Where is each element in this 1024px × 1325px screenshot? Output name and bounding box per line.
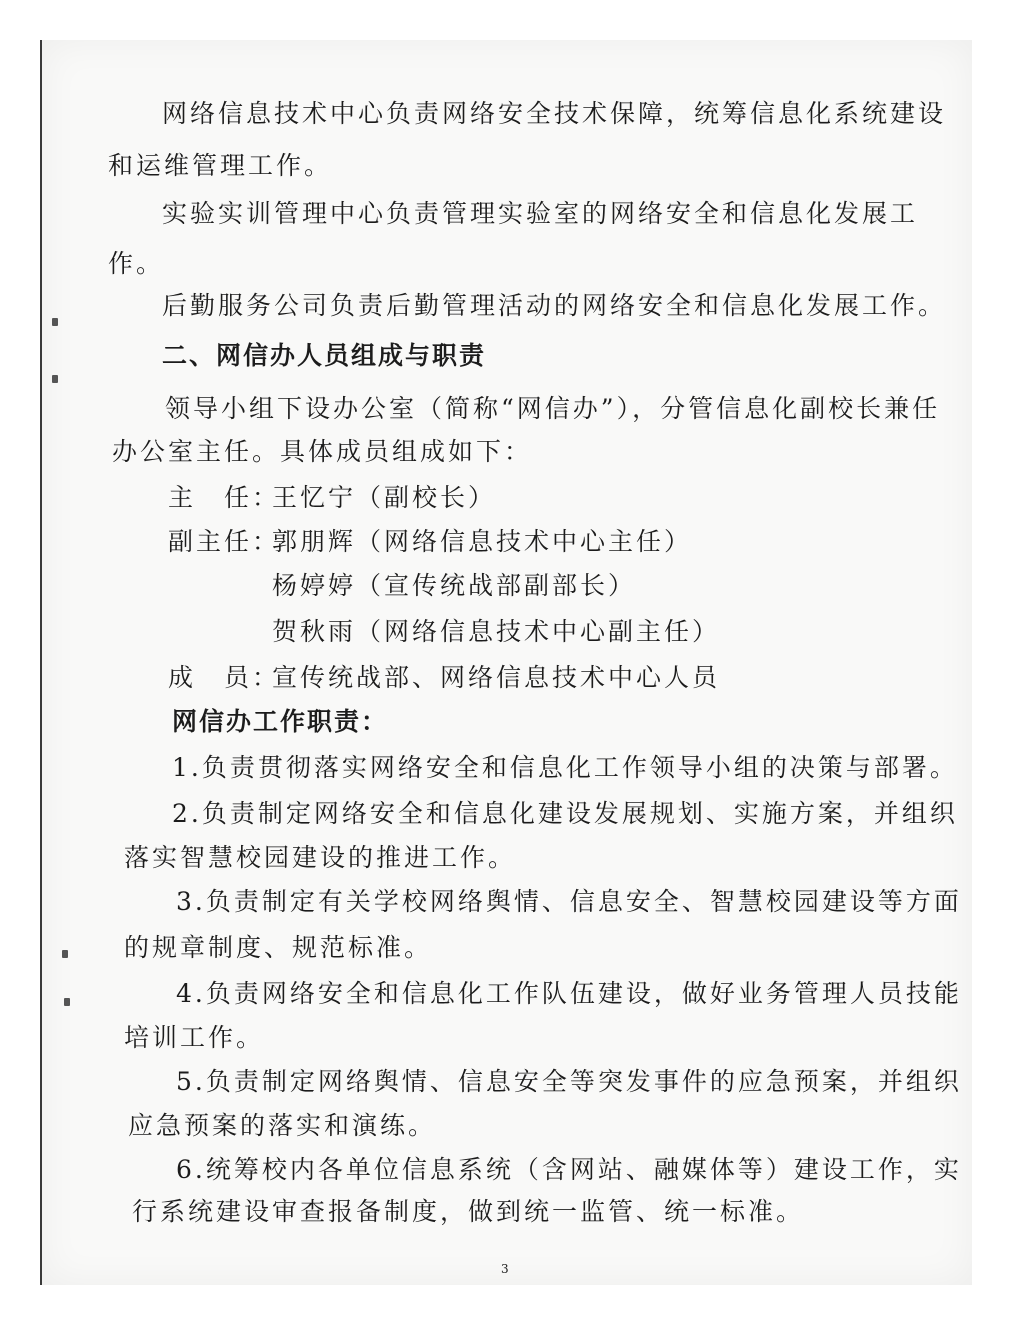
duty-line: 培训工作。 (124, 1023, 265, 1052)
page-number: 3 (501, 1262, 509, 1276)
duty-line: 1.负责贯彻落实网络安全和信息化工作领导小组的决策与部署。 (172, 753, 958, 782)
deputy-name: 贺秋雨（网络信息技术中心副主任） (272, 617, 721, 646)
duty-line: 3.负责制定有关学校网络舆情、信息安全、智慧校园建设等方面 (176, 887, 962, 916)
duty-line: 2.负责制定网络安全和信息化建设发展规划、实施方案，并组织 (172, 799, 958, 828)
duty-line: 的规章制度、规范标准。 (124, 933, 433, 962)
duty-line: 落实智慧校园建设的推进工作。 (124, 843, 517, 872)
deputy-name: 郭朋辉（网络信息技术中心主任） (272, 527, 693, 556)
director-label: 主 任： (168, 483, 281, 512)
binding-hole-mark (52, 375, 58, 383)
paragraph-line: 和运维管理工作。 (108, 151, 333, 180)
binding-hole-mark (64, 998, 70, 1006)
director-name: 王忆宁（副校长） (272, 483, 497, 512)
duty-line: 6.统筹校内各单位信息系统（含网站、融媒体等）建设工作，实 (176, 1155, 962, 1184)
duty-line: 应急预案的落实和演练。 (128, 1111, 437, 1140)
paragraph-line: 作。 (108, 249, 165, 278)
deputy-label: 副主任： (168, 527, 281, 556)
duty-line: 行系统建设审查报备制度，做到统一监管、统一标准。 (132, 1197, 805, 1226)
intro-line: 领导小组下设办公室（简称“网信办”），分管信息化副校长兼任 (165, 394, 941, 423)
binding-hole-mark (62, 950, 68, 958)
duty-line: 5.负责制定网络舆情、信息安全等突发事件的应急预案，并组织 (176, 1067, 962, 1096)
paragraph-line: 后勤服务公司负责后勤管理活动的网络安全和信息化发展工作。 (162, 291, 947, 320)
binding-hole-mark (52, 318, 58, 326)
paragraph-line: 实验实训管理中心负责管理实验室的网络安全和信息化发展工 (162, 199, 919, 228)
staff-label: 成 员： (168, 663, 281, 692)
intro-line: 办公室主任。具体成员组成如下： (112, 437, 533, 466)
duty-line: 4.负责网络安全和信息化工作队伍建设，做好业务管理人员技能 (176, 979, 962, 1008)
duties-title: 网信办工作职责： (172, 707, 389, 736)
deputy-name: 杨婷婷（宣传统战部副部长） (272, 571, 637, 600)
staff-list: 宣传统战部、网络信息技术中心人员 (272, 663, 721, 692)
section-heading: 二、网信办人员组成与职责 (162, 341, 487, 370)
paragraph-line: 网络信息技术中心负责网络安全技术保障，统筹信息化系统建设 (162, 99, 947, 128)
